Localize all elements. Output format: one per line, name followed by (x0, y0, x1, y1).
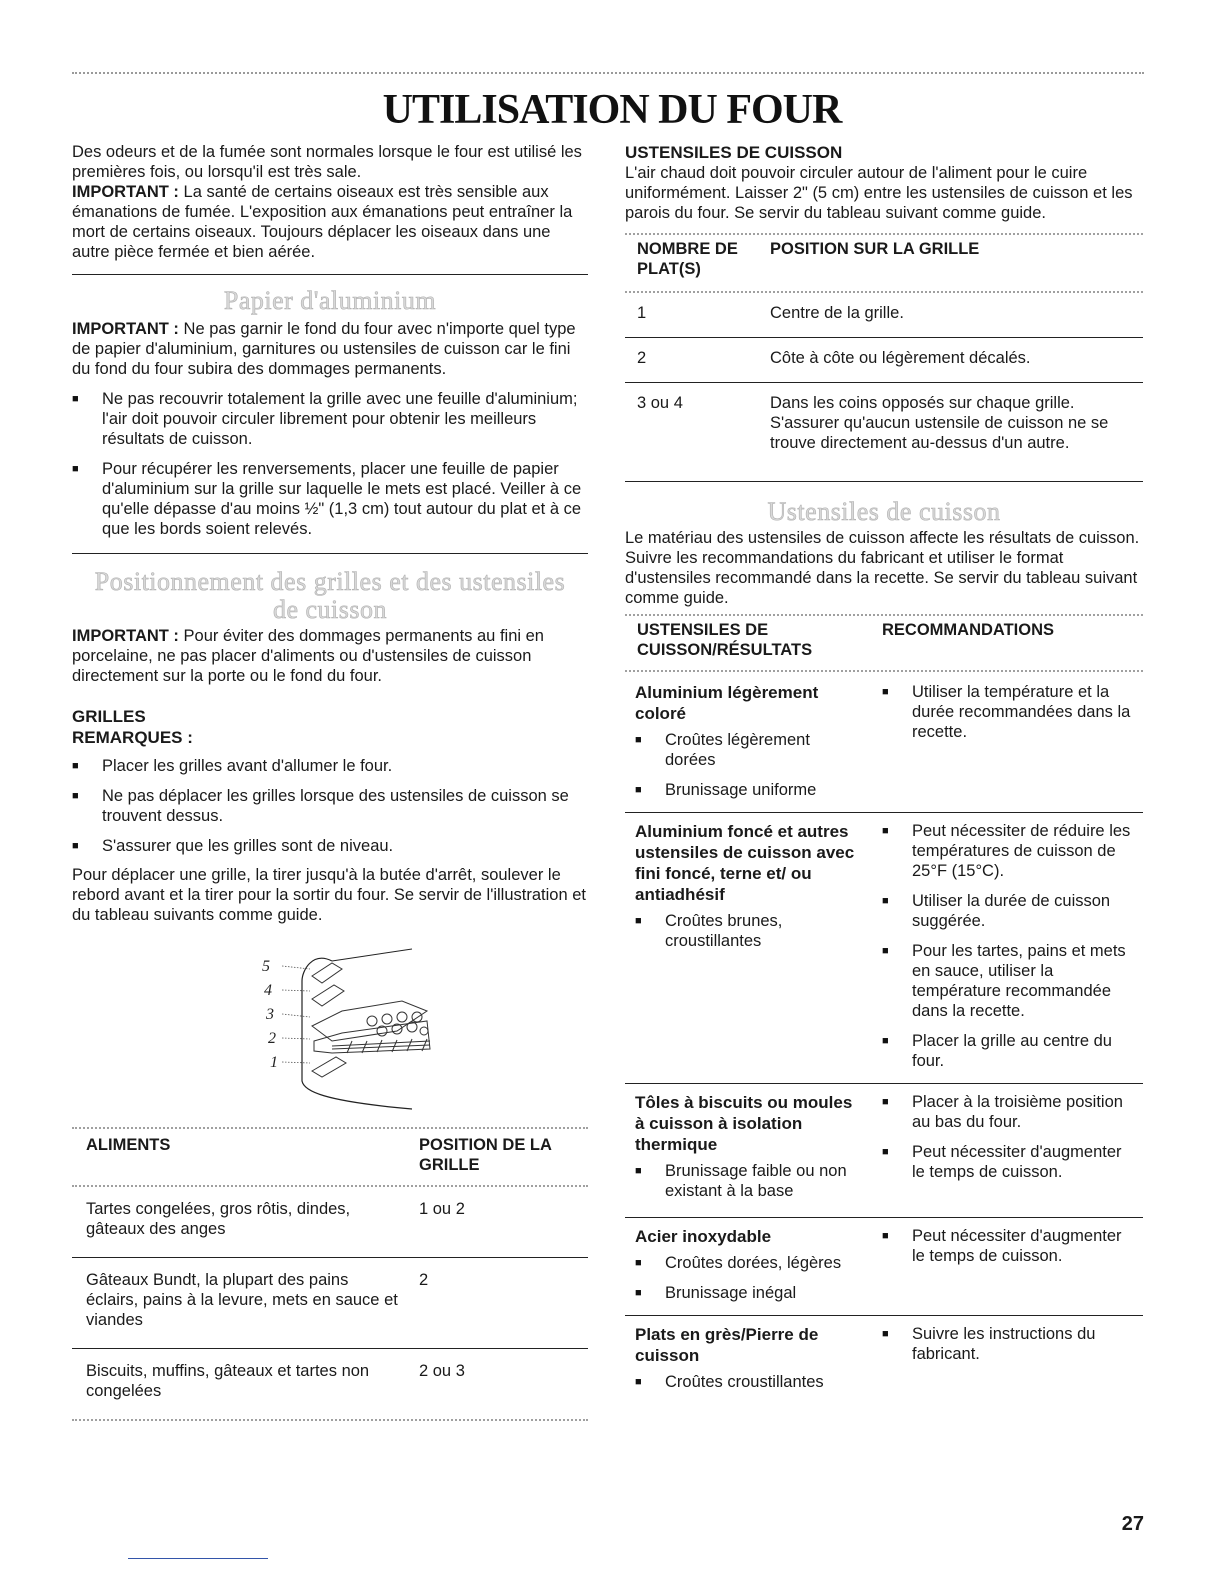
table-cell: Côte à côte ou légèrement décalés. (770, 349, 1031, 367)
list-item: ■ S'assurer que les grilles sont de niveau. (72, 836, 588, 856)
table-row (625, 383, 1143, 482)
table-row (625, 1316, 1143, 1401)
food-position-table (72, 1135, 588, 1175)
table-header: NOMBRE DE PLAT(S) (637, 240, 738, 278)
positioning-title-line1: Positionnement des grilles et des ustensiles (94, 567, 566, 596)
utensil-cell (625, 1316, 882, 1401)
result-list (635, 911, 862, 951)
table-cell: 2 (637, 349, 647, 367)
list-item: ■ Brunissage faible ou non existant à la base (635, 1161, 862, 1201)
table-row (625, 1218, 1143, 1316)
table-cell: 2 (419, 1271, 429, 1289)
list-item: ■ Placer à la troisième position au bas du four. (882, 1092, 1133, 1132)
intro-paragraph: Des odeurs et de la fumée sont normales lorsque le four est utilisé les premières fois, ou lorsqu'il est très sale. (72, 143, 582, 181)
cookware-paragraph: L'air chaud doit pouvoir circuler autour de l'aliment pour le cuire uniformément. Laisser 2" (5 cm) entre les ustensiles de cuisson et les parois du four. Se servir du tableau suivant comme guide. (625, 164, 1133, 222)
dish-count-table-header (625, 239, 1143, 279)
utensil-cell (625, 1084, 882, 1218)
list-item: ■ Ne pas recouvrir totalement la grille avec une feuille d'aluminium; l'air doit pouvoir circuler librement pour obtenir les meilleurs résultats de cuisson. (72, 389, 588, 449)
table-header: POSITION SUR LA GRILLE (770, 240, 980, 258)
important-label: IMPORTANT : (72, 627, 179, 645)
table-header-row (72, 1135, 588, 1175)
table-cell: Dans les coins opposés sur chaque grille. S'assurer qu'aucun ustensile de cuisson ne se trouve directement au-dessus d'un autre. (770, 394, 1109, 452)
rack-label-1: 1 (270, 1054, 278, 1071)
list-item: ■ Croûtes croustillantes (635, 1372, 862, 1392)
dish-count-table (625, 293, 1143, 482)
list-item: ■ Peut nécessiter d'augmenter le temps de cuisson. (882, 1142, 1133, 1182)
list-item: ■ Ne pas déplacer les grilles lorsque des ustensiles de cuisson se trouvent dessus. (72, 786, 588, 826)
table-cell: 1 (637, 304, 647, 322)
table-row (72, 1349, 588, 1420)
rack-label-3: 3 (266, 1006, 274, 1023)
utensils-table (625, 672, 1143, 1400)
list-item: ■ Placer les grilles avant d'allumer le four. (72, 756, 588, 776)
list-item: ■ Utiliser la durée de cuisson suggérée. (882, 891, 1133, 931)
table-header-row (625, 239, 1143, 279)
table-header-row (625, 620, 1143, 660)
rec-list (882, 821, 1133, 1071)
result-list (635, 730, 862, 800)
positioning-important (72, 626, 588, 686)
utensil-cell (625, 672, 882, 813)
food-position-table-body (72, 1187, 588, 1419)
foil-section-title: Papier d'aluminium (223, 286, 437, 315)
table-row (625, 293, 1143, 338)
oven-rack-illustration (252, 941, 452, 1111)
utensils-section-title: Ustensiles de cuisson (767, 497, 1001, 526)
left-column (72, 142, 588, 1421)
racks-bullets (72, 756, 588, 856)
right-column (625, 142, 1143, 1400)
rec-list (882, 1092, 1133, 1182)
table-bottom-rule (72, 1419, 588, 1421)
list-item: ■ Pour récupérer les renversements, placer une feuille de papier d'aluminium sur la grille sur laquelle le mets est placé. Veiller à ce qu'elle dépasse d'au moins ½" (1,3 cm) tout autour du plat et à ce que les bords soient relevés. (72, 459, 588, 539)
result-list (635, 1161, 862, 1201)
page-number: 27 (1121, 1513, 1144, 1535)
table-row (625, 813, 1143, 1084)
birds-warning-text: La santé de certains oiseaux est très sensible aux émanations de fumée. L'exposition aux émanations peut entraîner la mort de certains oiseaux. Toujours déplacer les oiseaux dans une autre pièce fermée et bien aérée. (72, 183, 573, 261)
result-list (635, 1253, 862, 1303)
rack-label-4: 4 (264, 982, 272, 999)
table-cell: Tartes congelées, gros rôtis, dindes, gâteaux des anges (86, 1200, 351, 1238)
table-cell: Biscuits, muffins, gâteaux et tartes non congelées (86, 1362, 370, 1400)
list-item: ■ Croûtes brunes, croustillantes (635, 911, 862, 951)
table-top-rule (625, 614, 1143, 616)
table-header: ALIMENTS (86, 1136, 171, 1154)
divider (72, 553, 588, 554)
list-item: ■ Croûtes dorées, légères (635, 1253, 862, 1273)
recommendation-cell (882, 1316, 1143, 1401)
utensil-name: Aluminium légèrement coloré (635, 683, 819, 723)
positioning-section-title (72, 568, 588, 624)
divider (72, 274, 588, 275)
utensil-name: Tôles à biscuits ou moules à cuisson à isolation thermique (635, 1093, 853, 1154)
birds-warning (72, 182, 588, 262)
utensil-cell (625, 1218, 882, 1316)
recommendation-cell (882, 813, 1143, 1084)
important-label: IMPORTANT : (72, 320, 179, 338)
rec-list (882, 682, 1133, 742)
table-top-rule (72, 1127, 588, 1129)
result-list (635, 1372, 862, 1392)
list-item: ■ Peut nécessiter d'augmenter le temps de cuisson. (882, 1226, 1133, 1266)
list-item: ■ Pour les tartes, pains et mets en sauce, utiliser la température recommandée dans la recette. (882, 941, 1133, 1021)
table-cell: 3 ou 4 (637, 394, 683, 412)
table-header: RECOMMANDATIONS (882, 621, 1055, 639)
foil-important (72, 319, 588, 379)
racks-heading: GRILLES (72, 707, 146, 726)
recommendation-cell (882, 672, 1143, 813)
table-row (72, 1187, 588, 1258)
rack-label-5: 5 (262, 958, 270, 975)
positioning-important-text: Pour éviter des dommages permanents au fini en porcelaine, ne pas placer d'aliments ou d'ustensiles de cuisson directement sur la porte ou le fond du four. (72, 627, 544, 685)
utensil-name: Aluminium foncé et autres ustensiles de cuisson avec fini foncé, terne et/ ou antiadhésif (635, 822, 855, 904)
racks-paragraph: Pour déplacer une grille, la tirer jusqu'à la butée d'arrêt, soulever le rebord avant et la tirer pour la sortir du four. Se servir de l'illustration et du tableau suivants comme guide. (72, 866, 586, 924)
cookware-heading: USTENSILES DE CUISSON (625, 143, 843, 162)
footer-link-underline (128, 1558, 268, 1559)
table-header: POSITION DE LA GRILLE (419, 1136, 552, 1174)
table-cell: Centre de la grille. (770, 304, 904, 322)
list-item: ■ Utiliser la température et la durée recommandées dans la recette. (882, 682, 1133, 742)
list-item: ■ Suivre les instructions du fabricant. (882, 1324, 1133, 1364)
table-row (625, 1084, 1143, 1218)
list-item: ■ Brunissage uniforme (635, 780, 862, 800)
list-item: ■ Croûtes légèrement dorées (635, 730, 862, 770)
utensil-name: Acier inoxydable (635, 1227, 772, 1246)
utensil-name: Plats en grès/Pierre de cuisson (635, 1325, 819, 1365)
list-item: ■ Peut nécessiter de réduire les températures de cuisson de 25°F (15°C). (882, 821, 1133, 881)
list-item: ■ Brunissage inégal (635, 1283, 862, 1303)
table-header: USTENSILES DE CUISSON/RÉSULTATS (637, 621, 813, 659)
page-title: UTILISATION DU FOUR (382, 87, 842, 133)
list-item: ■ Placer la grille au centre du four. (882, 1031, 1133, 1071)
table-row (625, 338, 1143, 383)
remarks-heading: REMARQUES : (72, 728, 193, 747)
rack-label-2: 2 (268, 1030, 276, 1047)
utensils-paragraph: Le matériau des ustensiles de cuisson affecte les résultats de cuisson. Suivre les recommandations du fabricant et utiliser le format d'ustensiles recommandé dans la recette. Se servir du tableau suivant comme guide. (625, 529, 1140, 607)
rec-list (882, 1226, 1133, 1266)
table-cell: 2 ou 3 (419, 1362, 465, 1380)
table-cell: 1 ou 2 (419, 1200, 465, 1218)
rec-list (882, 1324, 1133, 1364)
recommendation-cell (882, 1084, 1143, 1218)
table-cell: Gâteaux Bundt, la plupart des pains éclairs, pains à la levure, mets en sauce et viandes (86, 1271, 398, 1329)
foil-bullets (72, 389, 588, 539)
utensil-cell (625, 813, 882, 1084)
table-row (625, 672, 1143, 813)
table-top-rule (625, 233, 1143, 235)
foil-important-text: Ne pas garnir le fond du four avec n'importe quel type de papier d'aluminium, garnitures ou ustensiles de cuisson car le fini du fond du four subira des dommages permanents. (72, 320, 576, 378)
positioning-title-line2: de cuisson (272, 595, 388, 624)
important-label: IMPORTANT : (72, 183, 179, 201)
table-row (72, 1258, 588, 1349)
utensils-table-header (625, 620, 1143, 660)
top-rule (72, 72, 1144, 75)
recommendation-cell (882, 1218, 1143, 1316)
